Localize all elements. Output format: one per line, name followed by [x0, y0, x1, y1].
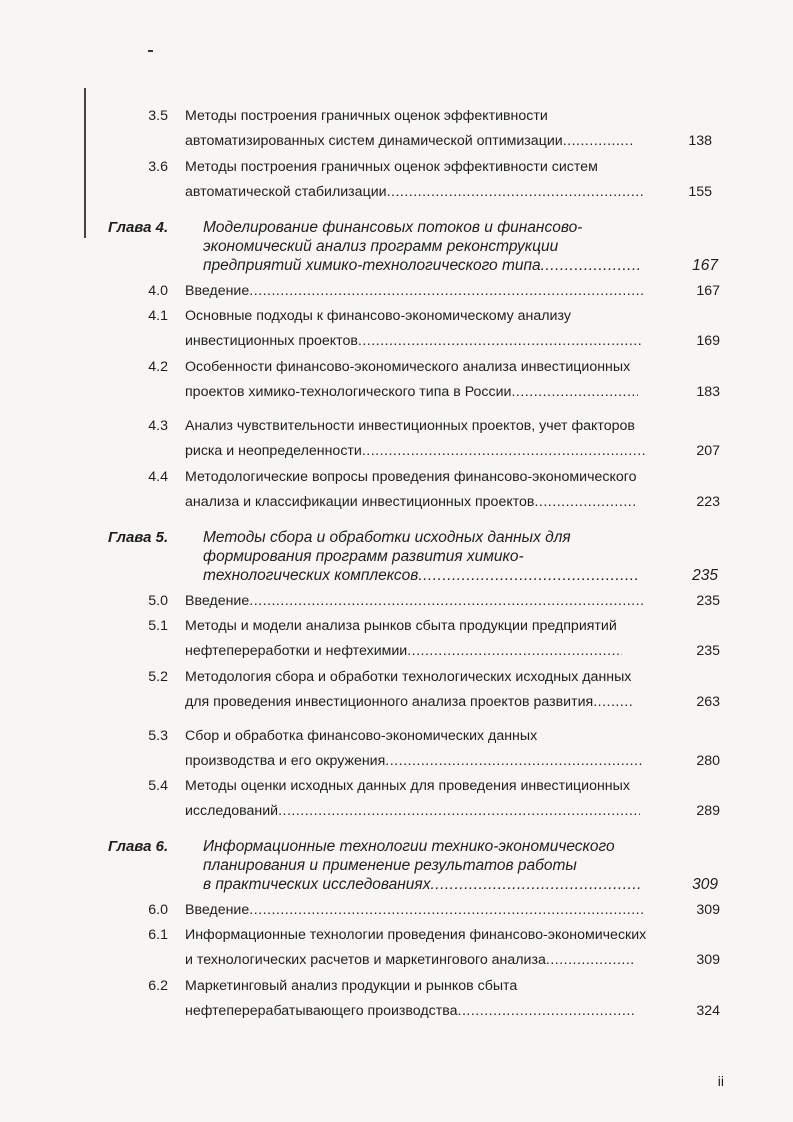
section-number: 5.0: [148, 593, 168, 609]
section-number: 4.2: [148, 359, 168, 375]
section-number: 4.0: [148, 283, 168, 299]
entry-title-line1: Методологические вопросы проведения финансово-экономического: [185, 469, 637, 485]
page-number: 280: [696, 753, 720, 769]
page-number: 183: [696, 384, 720, 400]
section-number: 5.3: [148, 728, 168, 744]
section-number: 4.1: [148, 308, 168, 324]
dot-leader: [385, 752, 643, 770]
chapter-title-line2: экономический анализ программ реконструкции: [203, 238, 559, 255]
entry-title-line1: Введение: [185, 593, 250, 609]
entry-title-line1: Методы и модели анализа рынков сбыта продукции предприятий: [185, 618, 617, 634]
section-number: 6.2: [148, 978, 168, 994]
entry-title-line2: и технологических расчетов и маркетингового анализа: [185, 952, 546, 968]
chapter-page-number: 309: [692, 876, 718, 893]
entry-title-line1: Сбор и обработка финансово-экономических данных: [185, 728, 538, 744]
dot-leader: [430, 876, 642, 894]
entry-title-line2: исследований: [185, 803, 279, 819]
section-number: 3.5: [148, 108, 168, 124]
page-number: 207: [696, 443, 720, 459]
page-number: 138: [688, 133, 712, 149]
page-number: 235: [696, 593, 720, 609]
dot-leader: [418, 567, 640, 585]
entry-title-line1: Методы построения граничных оценок эффективности: [185, 108, 548, 124]
entry-title-line1: Методы оценки исходных данных для проведения инвестиционных: [185, 778, 630, 794]
page-number: 309: [696, 902, 720, 918]
chapter-title-line3: технологических комплексов: [203, 567, 419, 584]
chapter-title-line2: планирования и применение результатов работы: [203, 857, 577, 874]
entry-title-line2: нефтепереработки и нефтехимии: [185, 643, 408, 659]
entry-title-line1: Методы построения граничных оценок эффективности систем: [185, 159, 598, 175]
footer-page-number: ii: [717, 1073, 724, 1089]
entry-title-line2: нефтеперерабатывающего производства: [185, 1003, 458, 1019]
chapter-label: Глава 4.: [108, 219, 169, 236]
scan-mark: [148, 50, 153, 52]
dot-leader: [278, 802, 640, 820]
entry-title-line1: Анализ чувствительности инвестиционных проектов, учет факторов: [185, 418, 635, 434]
dot-leader: [593, 693, 633, 711]
dot-leader: [249, 592, 644, 610]
dot-leader: [362, 442, 645, 460]
entry-title-line2: инвестиционных проектов: [185, 333, 358, 349]
section-number: 6.1: [148, 927, 168, 943]
chapter-title-line1: Методы сбора и обработки исходных данных для: [203, 529, 571, 546]
chapter-title-line3: предприятий химико-технологического типа: [203, 257, 541, 274]
section-number: 5.4: [148, 778, 168, 794]
entry-title-line1: Введение: [185, 902, 250, 918]
chapter-page-number: 235: [692, 567, 718, 584]
section-number: 5.1: [148, 618, 168, 634]
page-number: 169: [696, 333, 720, 349]
entry-title-line1: Информационные технологии проведения финансово-экономических: [185, 927, 647, 943]
page-number: 324: [696, 1003, 720, 1019]
dot-leader: [387, 183, 645, 201]
dot-leader: [511, 383, 638, 401]
chapter-label: Глава 5.: [108, 529, 169, 546]
section-number: 4.4: [148, 469, 168, 485]
page-number: 223: [696, 494, 720, 510]
entry-title-line2: для проведения инвестиционного анализа проектов развития: [185, 694, 594, 710]
entry-title-line2: риска и неопределенности: [185, 443, 362, 459]
margin-rule: [84, 88, 86, 238]
page-number: 155: [688, 184, 712, 200]
page-number: 263: [696, 694, 720, 710]
entry-title-line1: Введение: [185, 283, 250, 299]
page-number: 289: [696, 803, 720, 819]
chapter-label: Глава 6.: [108, 838, 169, 855]
page-number: 235: [696, 643, 720, 659]
dot-leader: [407, 642, 622, 660]
dot-leader: [249, 282, 644, 300]
entry-title-line1: Маркетинговый анализ продукции и рынков сбыта: [185, 978, 518, 994]
section-number: 4.3: [148, 418, 168, 434]
dot-leader: [563, 132, 635, 150]
dot-leader: [458, 1002, 636, 1020]
section-number: 5.2: [148, 669, 168, 685]
entry-title-line2: анализа и классификации инвестиционных проектов: [185, 494, 535, 510]
dot-leader: [541, 257, 641, 275]
entry-title-line1: Особенности финансово-экономического анализа инвестиционных: [185, 359, 631, 375]
dot-leader: [249, 901, 644, 919]
dot-leader: [358, 332, 643, 350]
dot-leader: [534, 493, 636, 511]
chapter-page-number: 167: [692, 257, 718, 274]
entry-title-line2: автоматизированных систем динамической оптимизации: [185, 133, 563, 149]
chapter-title-line3: в практических исследованиях: [203, 876, 431, 893]
dot-leader: [546, 951, 636, 969]
entry-title-line2: проектов химико-технологического типа в России: [185, 384, 512, 400]
chapter-title-line1: Моделирование финансовых потоков и финансово-: [203, 219, 583, 236]
section-number: 6.0: [148, 902, 168, 918]
entry-title-line1: Основные подходы к финансово-экономическому анализу: [185, 308, 571, 324]
chapter-title-line1: Информационные технологии технико-экономического: [203, 838, 615, 855]
page-number: 309: [696, 952, 720, 968]
chapter-title-line2: формирования программ развития химико-: [203, 548, 524, 565]
entry-title-line1: Методология сбора и обработки технологических исходных данных: [185, 669, 632, 685]
entry-title-line2: автоматической стабилизации: [185, 184, 387, 200]
entry-title-line2: производства и его окружения: [185, 753, 386, 769]
page-number: 167: [696, 283, 720, 299]
section-number: 3.6: [148, 159, 168, 175]
